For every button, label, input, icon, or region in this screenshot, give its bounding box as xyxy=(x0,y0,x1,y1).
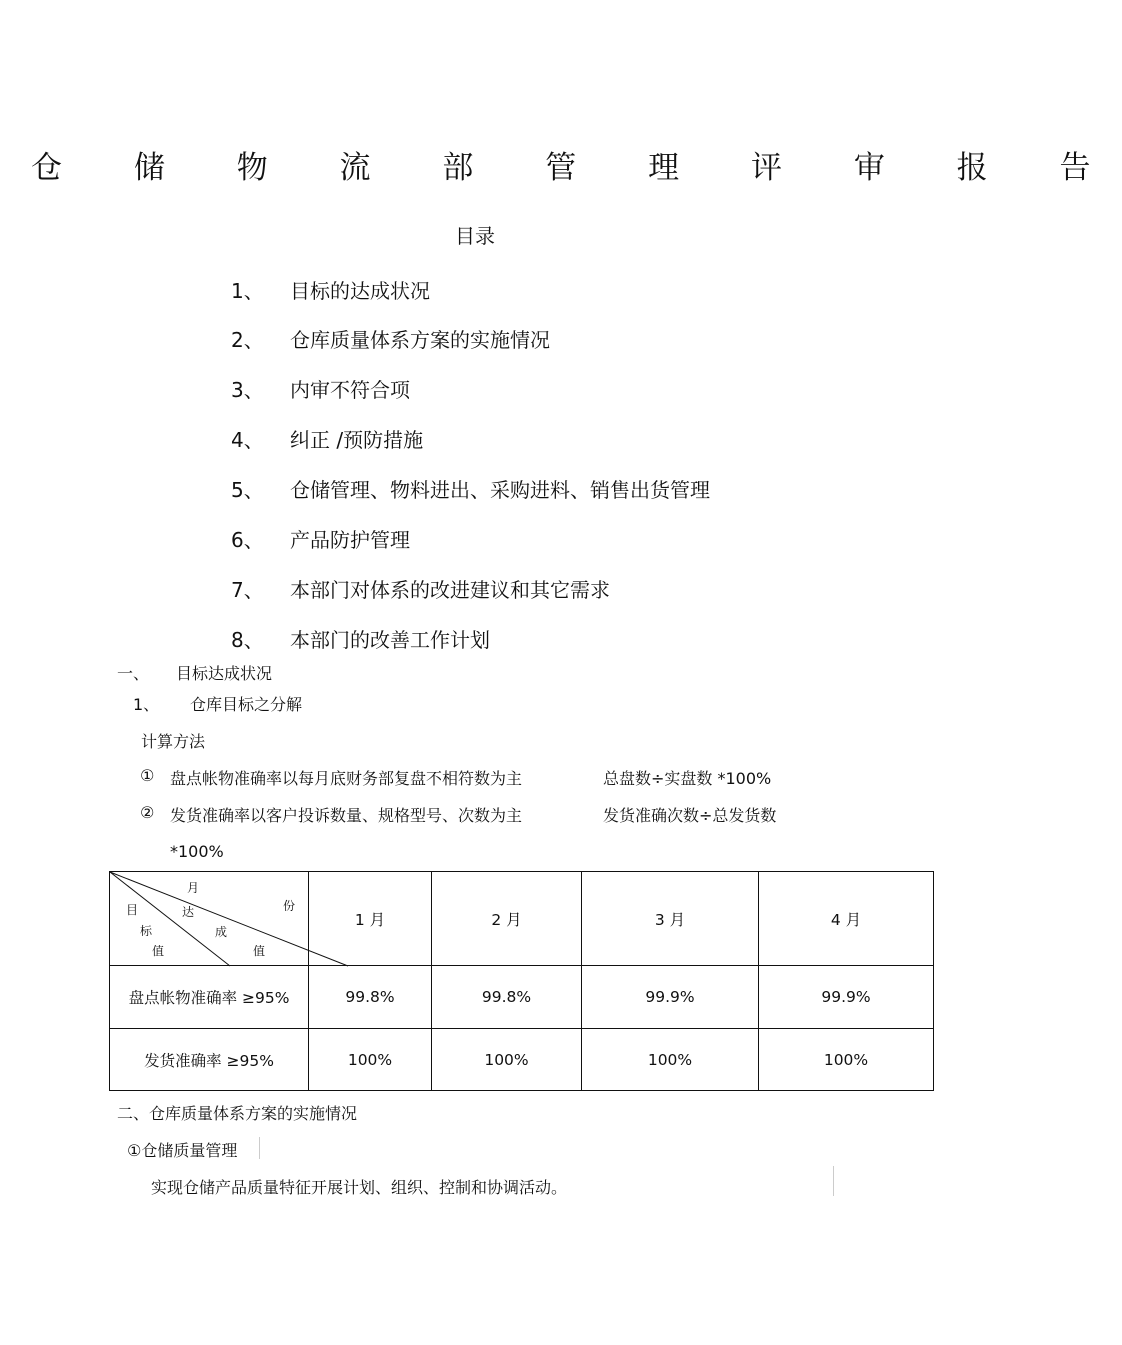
diagonal-header-cell xyxy=(110,872,309,966)
table-cell: 99.9% xyxy=(582,966,759,1029)
toc-item-text: 本部门对体系的改进建议和其它需求 xyxy=(290,578,610,602)
row-label: 盘点帐物准确率 ≥95% xyxy=(110,966,309,1029)
toc-item-text: 本部门的改善工作计划 xyxy=(290,628,490,652)
divider xyxy=(259,1137,260,1159)
month-header: 1 月 xyxy=(309,872,432,966)
month-header: 3 月 xyxy=(582,872,759,966)
table-cell: 99.8% xyxy=(432,966,582,1029)
formula-continuation: *100% xyxy=(170,842,224,861)
month-header: 4 月 xyxy=(759,872,934,966)
goal-table xyxy=(109,871,934,1091)
header-label-char: 值 xyxy=(152,944,165,958)
divider xyxy=(833,1166,834,1196)
table-cell: 100% xyxy=(309,1029,432,1091)
toc-item-text: 仓库质量体系方案的实施情况 xyxy=(290,328,550,352)
page-title: 仓 储 物 流 部 管 理 评 审 报 告 xyxy=(31,150,1122,186)
formula-description: 发货准确率以客户投诉数量、规格型号、次数为主 xyxy=(170,806,523,825)
subsection-heading: ①仓储质量管理 xyxy=(127,1141,238,1160)
header-label-char: 标 xyxy=(140,924,153,938)
subsection-heading: 仓库目标之分解 xyxy=(190,695,303,714)
body-paragraph: 实现仓储产品质量特征开展计划、组织、控制和协调活动。 xyxy=(151,1178,568,1197)
toc-item-text: 仓储管理、物料进出、采购进料、销售出货管理 xyxy=(290,478,710,502)
table-cell: 99.9% xyxy=(759,966,934,1029)
formula-expression: 发货准确次数÷总发货数 xyxy=(603,806,777,825)
toc-item-number: 2、 xyxy=(231,328,264,352)
toc-item-text: 内审不符合项 xyxy=(290,378,410,402)
toc-item-number: 7、 xyxy=(231,578,264,602)
section2-heading: 二、仓库质量体系方案的实施情况 xyxy=(117,1104,358,1123)
month-header: 2 月 xyxy=(432,872,582,966)
toc-item-text: 目标的达成状况 xyxy=(290,279,430,303)
toc-item-number: 1、 xyxy=(231,279,264,303)
toc-item-number: 4、 xyxy=(231,428,264,452)
toc-item-text: 纠正 /预防措施 xyxy=(290,428,424,452)
toc-item-number: 6、 xyxy=(231,528,264,552)
header-label-char: 值 xyxy=(253,944,266,958)
section1-number: 一、 xyxy=(117,664,150,683)
table-cell: 100% xyxy=(432,1029,582,1091)
toc-item-number: 8、 xyxy=(231,628,264,652)
toc-heading: 目录 xyxy=(455,224,495,248)
formula-marker: ① xyxy=(140,766,155,785)
table-cell: 100% xyxy=(759,1029,934,1091)
table-row xyxy=(110,966,934,1029)
formula-description: 盘点帐物准确率以每月底财务部复盘不相符数为主 xyxy=(170,769,523,788)
section1-heading: 目标达成状况 xyxy=(176,664,273,683)
header-label-char: 目 xyxy=(126,903,139,917)
formula-marker: ② xyxy=(140,803,155,822)
table-cell: 100% xyxy=(582,1029,759,1091)
table-header-row xyxy=(110,872,934,966)
header-label-char: 月 xyxy=(187,881,200,895)
subsection-number: 1、 xyxy=(133,695,160,714)
table-row xyxy=(110,1029,934,1091)
toc-item-number: 5、 xyxy=(231,478,264,502)
calc-method-label: 计算方法 xyxy=(141,732,206,751)
row-label: 发货准确率 ≥95% xyxy=(110,1029,309,1091)
header-label-char: 达 xyxy=(182,905,195,919)
formula-expression: 总盘数÷实盘数 *100% xyxy=(603,769,772,788)
diagonal-lines xyxy=(110,872,348,966)
toc-item-number: 3、 xyxy=(231,378,264,402)
header-label-char: 成 xyxy=(215,925,228,939)
toc-item-text: 产品防护管理 xyxy=(290,528,410,552)
table-cell: 99.8% xyxy=(309,966,432,1029)
header-label-char: 份 xyxy=(283,899,296,913)
